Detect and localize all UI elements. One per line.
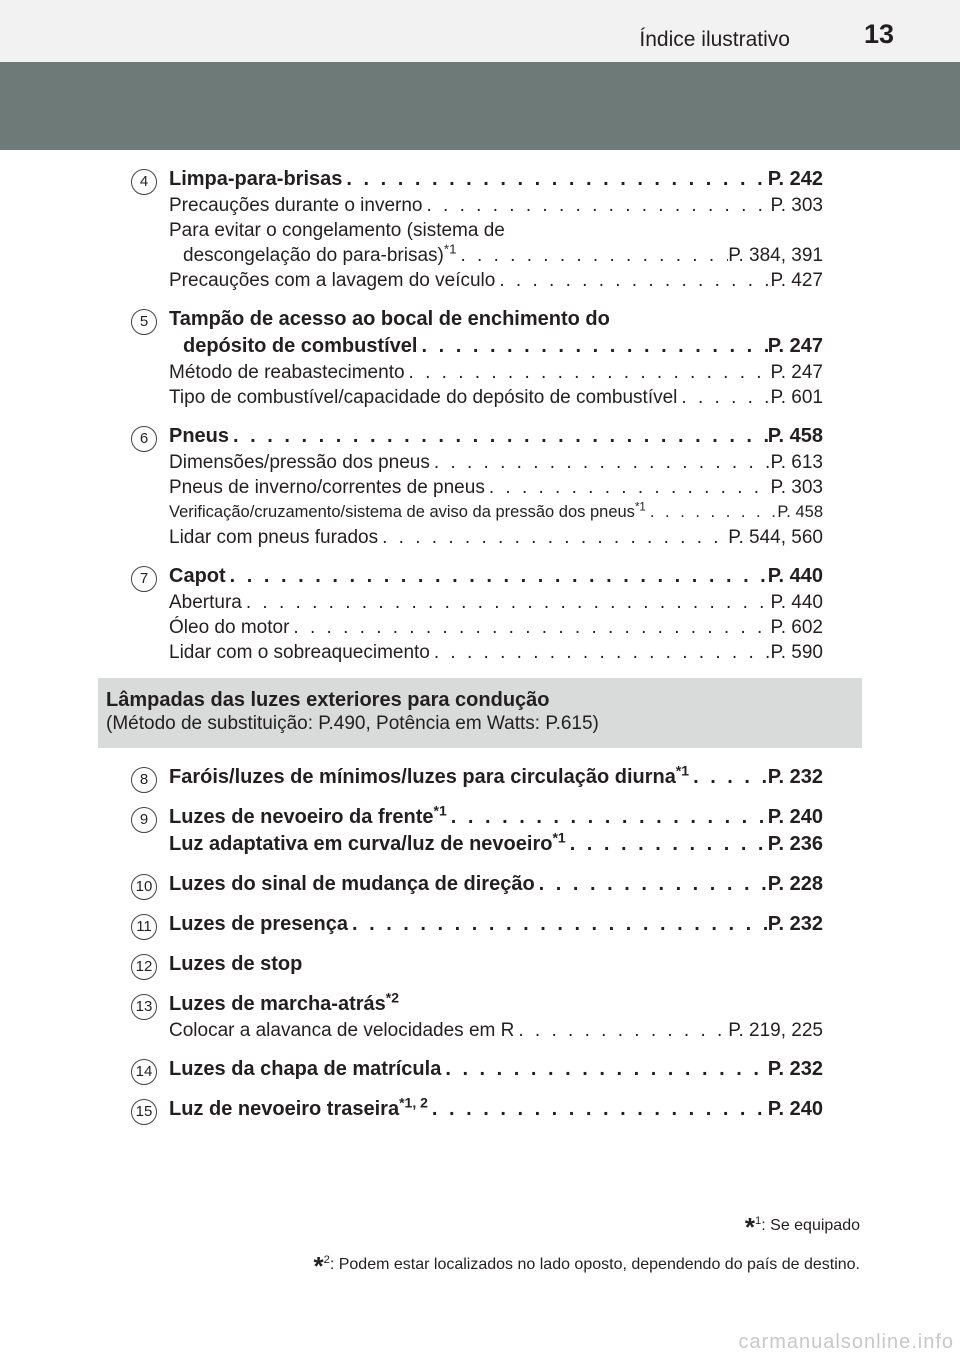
entry-line bbox=[169, 640, 823, 665]
page-reference: P. 440 bbox=[767, 565, 823, 587]
page-reference: P. 602 bbox=[770, 617, 823, 638]
entry-line bbox=[169, 218, 823, 243]
entry-label: Luz adaptativa em curva/luz de nevoeiro bbox=[169, 833, 553, 855]
footnote-number: 2 bbox=[323, 1253, 330, 1266]
entry-label: Luzes do sinal de mudança de direção bbox=[169, 873, 535, 895]
leader-dots bbox=[646, 500, 778, 525]
leader-dots bbox=[242, 590, 771, 615]
footnote-ref: *1, 2 bbox=[399, 1094, 428, 1111]
entry-label: Método de reabastecimento bbox=[169, 362, 405, 383]
page-reference: P. 240 bbox=[767, 1098, 823, 1120]
entry-text bbox=[169, 615, 289, 640]
entry-line bbox=[169, 911, 823, 938]
entry-text bbox=[169, 218, 505, 243]
entry-line bbox=[169, 423, 823, 450]
index-entry bbox=[0, 951, 960, 978]
entries-group bbox=[0, 166, 960, 665]
entry-line bbox=[169, 193, 823, 218]
entry-text bbox=[169, 871, 535, 898]
entry-label: Luz de nevoeiro traseira bbox=[169, 1098, 400, 1120]
entry-line bbox=[169, 243, 823, 268]
entry-text bbox=[169, 1018, 514, 1043]
entry-label: Lidar com pneus furados bbox=[169, 527, 379, 548]
entry-label: Abertura bbox=[169, 592, 242, 613]
entry-text bbox=[169, 1056, 441, 1083]
leader-dots bbox=[441, 1056, 767, 1083]
entry-line bbox=[169, 1018, 823, 1043]
index-entry bbox=[0, 1096, 960, 1123]
entry-line bbox=[169, 804, 823, 831]
leader-dots bbox=[428, 1096, 768, 1123]
entry-text bbox=[169, 525, 378, 550]
leader-dots bbox=[342, 166, 767, 193]
entry-line bbox=[169, 475, 823, 500]
page-reference: P. 240 bbox=[767, 806, 823, 828]
page-reference: P. 458 bbox=[767, 425, 823, 447]
entry-text bbox=[169, 306, 610, 333]
leader-dots bbox=[677, 385, 770, 410]
entry-line bbox=[169, 166, 823, 193]
entry-number-marker: 12 bbox=[131, 954, 157, 980]
footnote-ref: *1 bbox=[433, 802, 447, 819]
entry-line bbox=[169, 991, 823, 1018]
entry-label: descongelação do para-brisas) bbox=[183, 245, 444, 266]
entry-number-marker: 6 bbox=[131, 426, 157, 452]
footnote-star: * bbox=[313, 1251, 324, 1281]
entry-number-marker: 5 bbox=[131, 309, 157, 335]
page-reference: P. 242 bbox=[767, 168, 823, 190]
page-reference: P. 232 bbox=[767, 1058, 823, 1080]
entry-text bbox=[169, 475, 485, 500]
entry-label: Para evitar o congelamento (sistema de bbox=[169, 220, 505, 241]
page-reference: P. 440 bbox=[770, 592, 823, 613]
entry-label: Lidar com o sobreaquecimento bbox=[169, 642, 430, 663]
entry-text bbox=[169, 991, 399, 1018]
entry-label: Luzes de nevoeiro da frente bbox=[169, 806, 434, 828]
entry-number-marker: 11 bbox=[131, 914, 157, 940]
entry-line bbox=[169, 563, 823, 590]
footnote-ref: *1 bbox=[634, 501, 646, 514]
index-entry bbox=[0, 563, 960, 665]
leader-dots bbox=[348, 911, 768, 938]
entry-number-marker: 8 bbox=[131, 767, 157, 793]
entry-text bbox=[169, 360, 405, 385]
index-entry bbox=[0, 911, 960, 938]
leader-dots bbox=[514, 1018, 728, 1043]
entry-label: Capot bbox=[169, 565, 226, 587]
footnote-text: : Se equipado bbox=[761, 1217, 860, 1234]
index-entry bbox=[0, 764, 960, 791]
entry-text bbox=[183, 243, 456, 268]
entry-label: Pneus de inverno/correntes de pneus bbox=[169, 477, 485, 498]
index-entry bbox=[0, 1056, 960, 1083]
entry-label: Luzes de stop bbox=[169, 953, 303, 975]
footnote-number: 1 bbox=[755, 1214, 762, 1227]
entry-text bbox=[169, 951, 302, 978]
entry-line bbox=[169, 500, 823, 525]
entry-line bbox=[169, 1096, 823, 1123]
entry-label: Precauções com a lavagem do veículo bbox=[169, 270, 496, 291]
leader-dots bbox=[226, 563, 768, 590]
leader-dots bbox=[405, 360, 771, 385]
entry-text bbox=[169, 911, 348, 938]
entry-text bbox=[169, 831, 566, 858]
entry-line bbox=[169, 615, 823, 640]
entry-number-marker: 15 bbox=[131, 1099, 157, 1125]
footnote-ref: *1 bbox=[552, 829, 566, 846]
entry-text bbox=[169, 166, 342, 193]
page-reference: P. 544, 560 bbox=[728, 527, 823, 548]
leader-dots bbox=[447, 804, 768, 831]
leader-dots bbox=[430, 450, 771, 475]
entry-text bbox=[169, 450, 430, 475]
page-reference: P. 236 bbox=[767, 833, 823, 855]
entry-line bbox=[169, 306, 823, 333]
entry-text bbox=[183, 333, 417, 360]
page-reference: P. 219, 225 bbox=[728, 1020, 823, 1041]
entry-text bbox=[169, 1096, 428, 1123]
entry-label: Precauções durante o inverno bbox=[169, 195, 423, 216]
header-band bbox=[0, 62, 960, 150]
leader-dots bbox=[430, 640, 771, 665]
entry-line bbox=[169, 764, 823, 791]
index-entry bbox=[0, 991, 960, 1043]
footnote-star: * bbox=[744, 1212, 756, 1242]
index-entry bbox=[0, 804, 960, 858]
leader-dots bbox=[566, 831, 768, 858]
entry-label: depósito de combustível bbox=[183, 335, 418, 357]
page-reference: P. 303 bbox=[770, 477, 823, 498]
footnote-text: : Podem estar localizados no lado oposto, dependendo do país de destino. bbox=[329, 1256, 860, 1273]
page-reference: P. 384, 391 bbox=[728, 245, 823, 266]
lamp-section-subtitle: (Método de substituição: P.490, Potência em Watts: P.615) bbox=[106, 713, 599, 734]
entry-line bbox=[169, 268, 823, 293]
entry-line bbox=[169, 333, 823, 360]
entry-label: Colocar a alavanca de velocidades em R bbox=[169, 1020, 515, 1041]
entry-number-marker: 13 bbox=[131, 994, 157, 1020]
entry-text bbox=[169, 423, 229, 450]
entry-number-marker: 10 bbox=[131, 874, 157, 900]
page-reference: P. 590 bbox=[770, 642, 823, 663]
footnote-ref: *1 bbox=[443, 241, 457, 257]
entry-text bbox=[169, 500, 646, 525]
page-reference: P. 232 bbox=[767, 913, 823, 935]
footnote-ref: *2 bbox=[385, 989, 399, 1006]
leader-dots bbox=[485, 475, 771, 500]
page-reference: P. 303 bbox=[770, 195, 823, 216]
entry-text bbox=[169, 385, 677, 410]
entry-line bbox=[169, 385, 823, 410]
entry-line bbox=[169, 831, 823, 858]
footnote-1 bbox=[313, 1212, 860, 1243]
entry-label: Limpa-para-brisas bbox=[169, 168, 343, 190]
entry-number-marker: 7 bbox=[131, 566, 157, 592]
leader-dots bbox=[495, 268, 770, 293]
lamp-section-header bbox=[98, 678, 862, 748]
entry-line bbox=[169, 951, 823, 978]
entry-text bbox=[169, 563, 226, 590]
entry-label: Luzes de marcha-atrás bbox=[169, 993, 386, 1015]
entry-number-marker: 9 bbox=[131, 807, 157, 833]
entry-text bbox=[169, 640, 430, 665]
entry-line bbox=[169, 525, 823, 550]
entry-label: Verificação/cruzamento/sistema de aviso da pressão dos pneus bbox=[169, 503, 635, 521]
watermark: carmanualsonline.info bbox=[738, 1331, 954, 1353]
section-title: Índice ilustrativo bbox=[639, 28, 790, 51]
footnote-ref: *1 bbox=[675, 762, 690, 779]
leader-dots bbox=[289, 615, 770, 640]
entry-line bbox=[169, 1056, 823, 1083]
entry-label: Dimensões/pressão dos pneus bbox=[169, 452, 430, 473]
page-header bbox=[0, 0, 960, 62]
leader-dots bbox=[535, 871, 768, 898]
entry-line bbox=[169, 360, 823, 385]
index-content bbox=[0, 166, 960, 1136]
index-entry bbox=[0, 423, 960, 550]
leader-dots bbox=[417, 333, 767, 360]
entry-line bbox=[169, 871, 823, 898]
index-entry bbox=[0, 871, 960, 898]
leader-dots bbox=[229, 423, 768, 450]
leader-dots bbox=[456, 243, 728, 268]
entry-text bbox=[169, 268, 495, 293]
entry-line bbox=[169, 450, 823, 475]
footnote-2 bbox=[313, 1251, 860, 1282]
entry-text bbox=[169, 804, 447, 831]
leader-dots bbox=[423, 193, 771, 218]
leader-dots bbox=[689, 764, 768, 791]
page-reference: P. 247 bbox=[767, 335, 823, 357]
entry-text bbox=[169, 590, 242, 615]
entry-label: Faróis/luzes de mínimos/luzes para circulação diurna bbox=[169, 766, 676, 788]
page-reference: P. 458 bbox=[777, 503, 823, 521]
page-reference: P. 601 bbox=[770, 387, 823, 408]
page-number: 13 bbox=[863, 19, 895, 49]
page-reference: P. 427 bbox=[770, 270, 823, 291]
entry-label: Pneus bbox=[169, 425, 230, 447]
entry-number-marker: 14 bbox=[131, 1059, 157, 1085]
entry-text bbox=[169, 764, 689, 791]
entry-number-marker: 4 bbox=[131, 169, 157, 195]
page-reference: P. 228 bbox=[767, 873, 823, 895]
entry-label: Luzes da chapa de matrícula bbox=[169, 1058, 442, 1080]
entry-label: Tampão de acesso ao bocal de enchimento do bbox=[169, 308, 610, 330]
entry-line bbox=[169, 590, 823, 615]
leader-dots bbox=[378, 525, 728, 550]
entry-label: Óleo do motor bbox=[169, 617, 290, 638]
lamp-section-title: Lâmpadas das luzes exteriores para condução bbox=[106, 689, 550, 711]
page-reference: P. 613 bbox=[770, 452, 823, 473]
index-entry bbox=[0, 306, 960, 410]
entry-label: Luzes de presença bbox=[169, 913, 348, 935]
footnotes bbox=[313, 1212, 860, 1290]
entry-label: Tipo de combustível/capacidade do depósito de combustível bbox=[169, 387, 678, 408]
index-entry bbox=[0, 166, 960, 293]
lamp-entries-group bbox=[0, 764, 960, 1123]
page-reference: P. 232 bbox=[767, 766, 823, 788]
page-reference: P. 247 bbox=[770, 362, 823, 383]
entry-text bbox=[169, 193, 423, 218]
